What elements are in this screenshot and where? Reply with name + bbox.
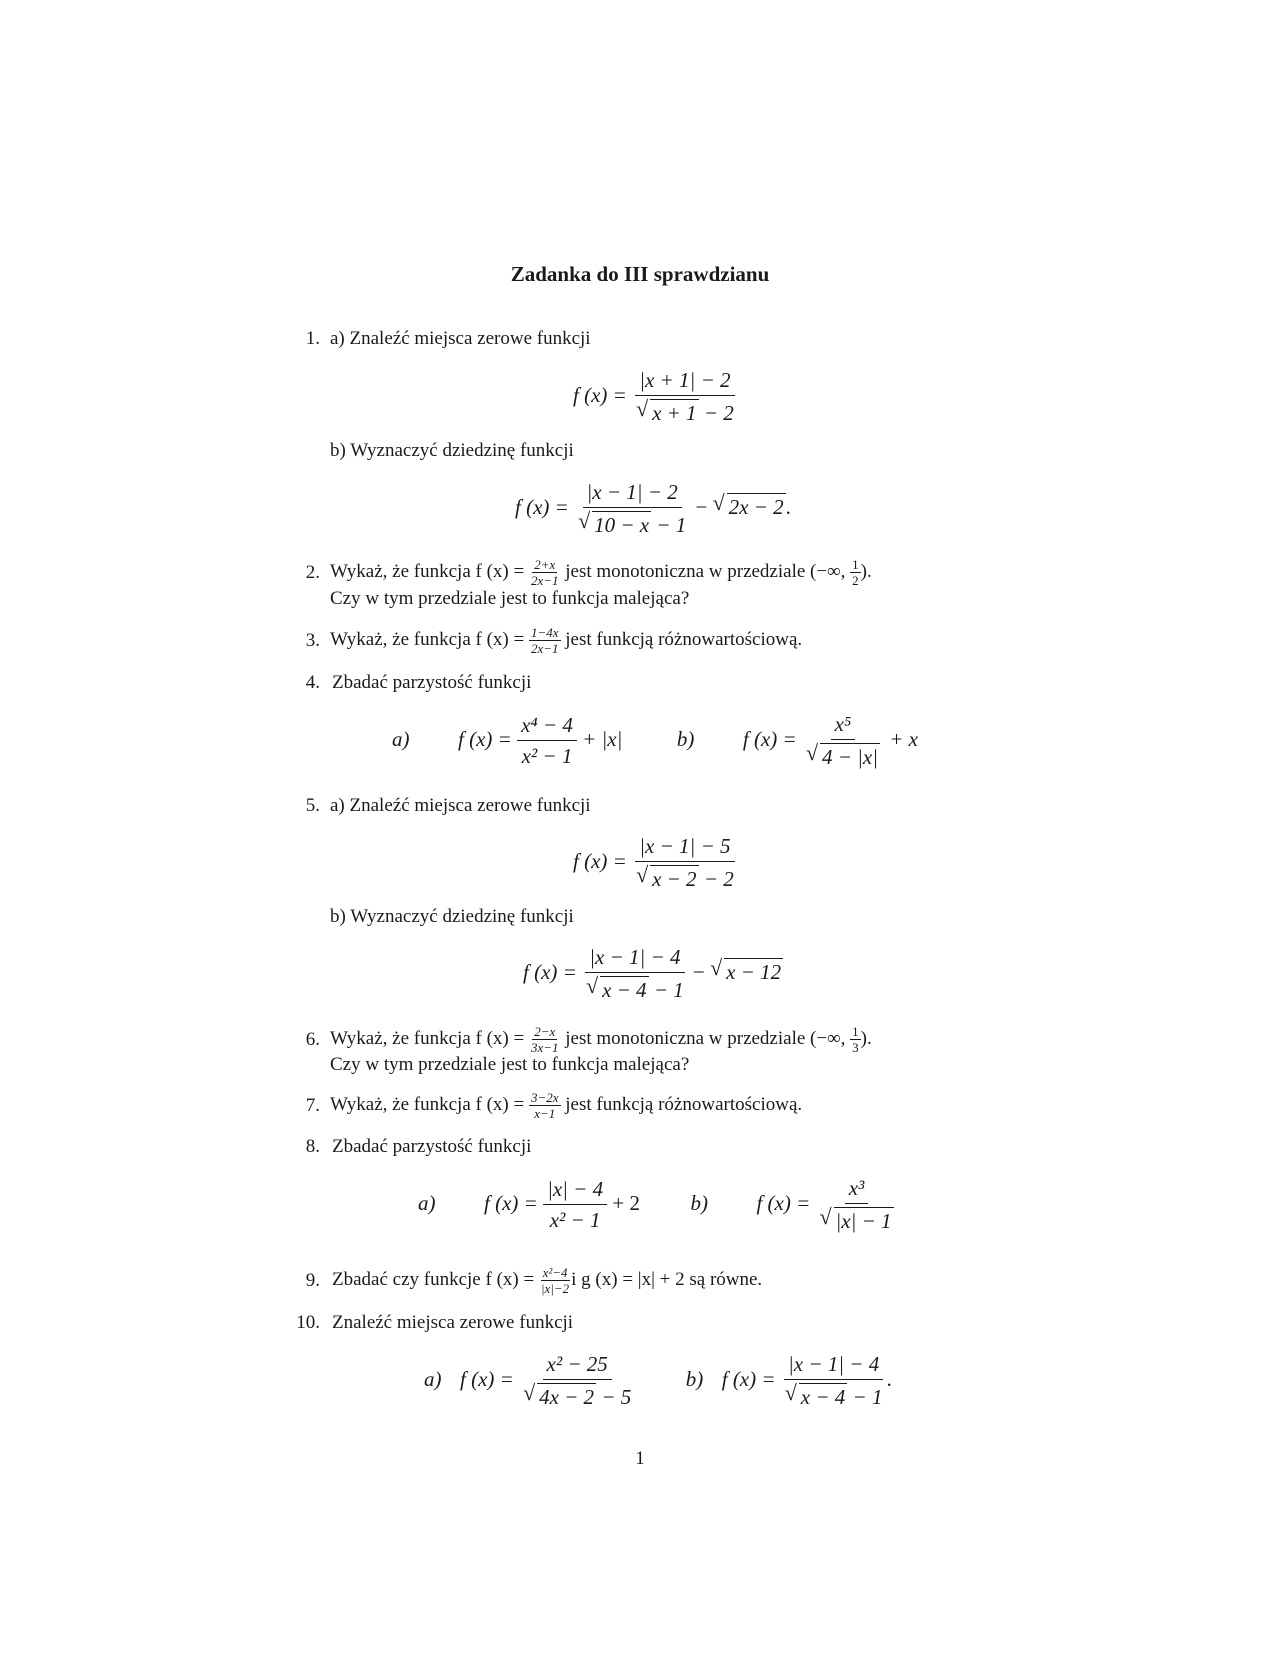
problem-6-text: Wykaż, że funkcja f (x) = $\frac{2-x}{3x-1}$ jest monotoniczna w przedziale (−∞, $\frac{1}{3}$ ). [330, 1024, 872, 1055]
problem-4-text: Zbadać parzystość funkcji [332, 672, 532, 693]
problem-10-equations: a) f (x) = x² − 25 √ 4x − 2 − 5 b) f (x) = |x − 1| − 4 √ x − 4 − 1 . [424, 1352, 892, 1409]
problem-2-number: 2. [305, 562, 320, 583]
problem-5a-text: a) Znaleźć miejsca zerowe funkcji [330, 795, 591, 816]
problem-7-text: Wykaż, że funkcja f (x) = $\frac{3-2x}{x-1}$ jest funkcją różnowartościową. [330, 1090, 803, 1121]
problem-6-question: Czy w tym przedziale jest to funkcja malejąca? [330, 1054, 690, 1075]
problem-7-number: 7. [305, 1095, 320, 1116]
problem-5b-text: b) Wyznaczyć dziedzinę funkcji [330, 906, 574, 927]
problem-8-equations: a) f (x) = $\frac{|x| - 4}{\text{x² − 1}}$ + 2 b) f (x) = x³ √ |x| − 1 [418, 1176, 892, 1233]
problem-1a-text: a) Znaleźć miejsca zerowe funkcji [330, 328, 591, 349]
problem-5-number: 5. [305, 795, 320, 816]
problem-9-text: Zbadać czy funkcje f (x) = $\frac{\text{x²−4}}{|x|-2}$ i g (x) = |x| + 2 są równe. [332, 1265, 763, 1296]
problem-5b-equation: f (x) = |x − 1| − 4 √ x − 4 − 1 − √ x − 12 [523, 945, 782, 1002]
problem-2-question: Czy w tym przedziale jest to funkcja malejąca? [330, 588, 690, 609]
problem-6-number: 6. [305, 1029, 320, 1050]
problem-9-number: 9. [305, 1270, 320, 1291]
problem-3-text: Wykaż, że funkcja f (x) = $\frac{1-4x}{2x-1}$ jest funkcją różnowartościową. [330, 625, 803, 656]
problem-2-text: Wykaż, że funkcja f (x) = $\frac{2+x}{2x-1}$ jest monotoniczna w przedziale (−∞, $\frac{1}{2}$ ). [330, 557, 872, 588]
problem-4-equations: a) f (x) = $\frac{\text{x⁴ − 4}}{\text{x² − 1}}$ + |x| b) f (x) = x⁵ √ 4 − |x| + x [392, 712, 919, 769]
problem-1b-equation: f (x) = |x − 1| − 2 √ 10 − x − 1 − √ 2x − 2. [515, 480, 791, 537]
problem-1-number: 1. [305, 328, 320, 349]
page-title: Zadanka do III sprawdzianu [510, 262, 770, 286]
problem-8-text: Zbadać parzystość funkcji [332, 1136, 532, 1157]
problem-5a-equation: f (x) = |x − 1| − 5 √ x − 2 − 2 [573, 834, 734, 891]
problem-10-text: Znaleźć miejsca zerowe funkcji [332, 1312, 574, 1333]
page-number: 1 [635, 1448, 645, 1469]
problem-3-number: 3. [305, 630, 320, 651]
problem-1b-text: b) Wyznaczyć dziedzinę funkcji [330, 440, 574, 461]
problem-10-number: 10. [296, 1312, 320, 1333]
problem-4-number: 4. [305, 672, 320, 693]
problem-8-number: 8. [305, 1136, 320, 1157]
problem-1a-equation: f (x) = |x + 1| − 2 √ x + 1 − 2 [573, 368, 734, 425]
